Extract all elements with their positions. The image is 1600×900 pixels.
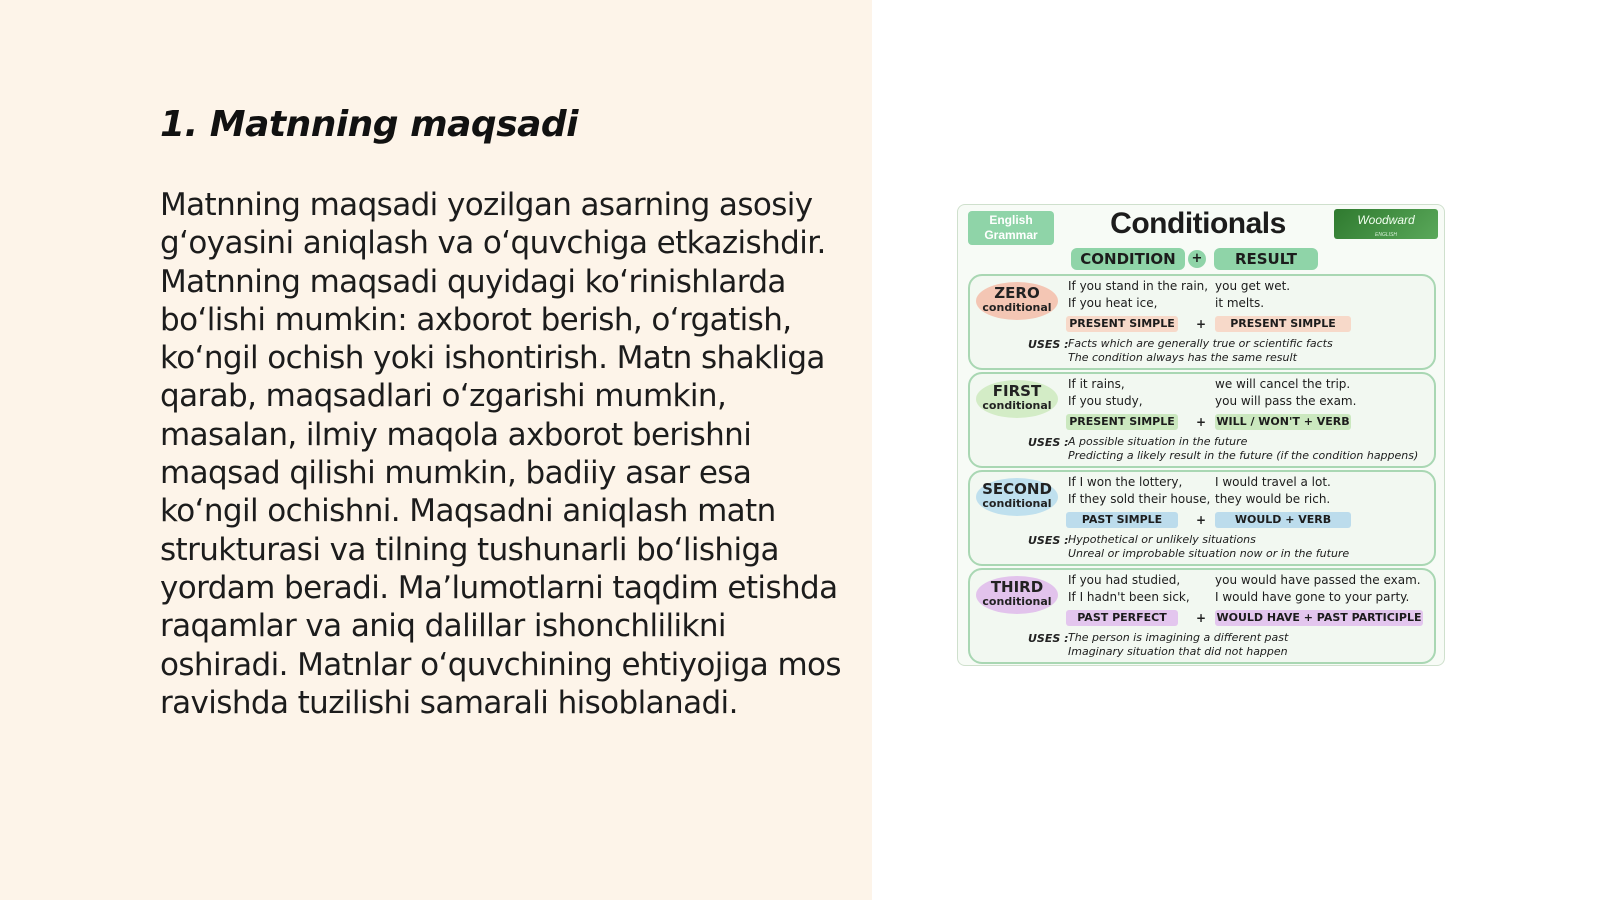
slide-title: 1. Matnning maqsadi (160, 104, 579, 145)
conditional-name: FIRST (992, 382, 1042, 400)
conditional-sub: conditional (982, 595, 1052, 608)
result-example-1: you get wet. (1215, 279, 1291, 293)
english-grammar-badge: English Grammar (968, 211, 1054, 245)
row-label (976, 282, 1058, 320)
condition-tense-tag: PRESENT SIMPLE (1066, 414, 1178, 430)
condition-example-2: If you heat ice, (1068, 296, 1158, 310)
result-example-2: it melts. (1215, 296, 1265, 310)
result-tense-tag: WILL / WON'T + VERB (1216, 415, 1350, 428)
uses-text (1068, 631, 1288, 659)
use-line-2: Predicting a likely result in the future (if the condition happens) (1068, 449, 1419, 462)
condition-header: CONDITION (1071, 248, 1185, 270)
condition-example-2: If I hadn't been sick, (1068, 590, 1190, 604)
condition-example-2: If you study, (1068, 394, 1143, 408)
use-line-2: The condition always has the same result (1068, 351, 1297, 364)
conditional-row-second (968, 470, 1436, 566)
conditional-row-third (968, 568, 1436, 664)
condition-example-1: If you stand in the rain, (1068, 279, 1209, 293)
woodward-logo (1334, 209, 1438, 239)
result-tense-tag: WOULD + VERB (1215, 512, 1351, 528)
brand-sub: ENGLISH (1375, 232, 1397, 238)
conditional-row-zero (968, 274, 1436, 370)
conditional-name: THIRD (990, 578, 1044, 596)
slide-body-text: Matnning maqsadi yozilgan asarning asosiy gʻoyasini aniqlash va oʻquvchiga etkazishdir. Matnning maqsadi quyidagi koʻrinishlarda boʻlishi mumkin: axborot berish, oʻrgatish, koʻngil ochish yoki ishontirish. Matn shakliga qarab, maqsadlari oʻzgarishi mumkin, masalan, ilmiy maqola axborot berishni maqsad qilishi mumkin, badiiy asar esa koʻngil ochishni. Maqsadni aniqlash matn strukturasi va tilning tushunarli boʻlishiga yordam beradi. Maʼlumotlarni taqdim etishda raqamlar va aniq dalillar ishonchlilikni oshiradi. Matnlar oʻquvchining ehtiyojiga mos ravishda tuzilishi samarali hisoblanadi. (160, 187, 841, 721)
plus-icon: + (1196, 513, 1207, 527)
result-example-1: we will cancel the trip. (1215, 377, 1351, 391)
plus-icon: + (1196, 317, 1207, 331)
uses-text (1068, 435, 1418, 463)
uses-label: USES : (1028, 436, 1069, 449)
result-example-2: they would be rich. (1215, 492, 1331, 506)
conditional-name: ZERO (994, 284, 1040, 302)
conditional-row-first (968, 372, 1436, 468)
condition-example-1: If it rains, (1068, 377, 1125, 391)
conditional-name: SECOND (982, 480, 1052, 498)
uses-text (1068, 337, 1333, 365)
result-example-1: I would travel a lot. (1215, 475, 1331, 489)
row-label (976, 576, 1058, 614)
conditional-sub: conditional (982, 301, 1052, 314)
uses-label: USES : (1028, 632, 1069, 645)
use-line-2: Imaginary situation that did not happen (1068, 645, 1288, 658)
use-line-1: Facts which are generally true or scientific facts (1068, 337, 1333, 350)
brand-name: Woodward (1357, 213, 1415, 227)
condition-tense-tag: PAST SIMPLE (1066, 512, 1178, 528)
condition-tense-tag: PRESENT SIMPLE (1066, 316, 1178, 332)
condition-example-1: If I won the lottery, (1068, 475, 1183, 489)
conditional-sub: conditional (982, 497, 1052, 510)
row-label (976, 478, 1058, 516)
infographic-header (958, 205, 1444, 249)
result-example-2: you will pass the exam. (1215, 394, 1357, 408)
row-label (976, 380, 1058, 418)
result-example-2: I would have gone to your party. (1215, 590, 1410, 604)
use-line-1: The person is imagining a different past (1068, 631, 1289, 644)
condition-example-2: If they sold their house, (1068, 492, 1211, 506)
condition-tense-tag: PAST PERFECT (1066, 610, 1178, 626)
use-line-2: Unreal or improbable situation now or in the future (1068, 547, 1350, 560)
result-header: RESULT (1214, 248, 1318, 270)
header-plus-icon: + (1188, 250, 1206, 268)
result-tense-tag: WOULD HAVE + PAST PARTICIPLE (1216, 611, 1422, 624)
uses-label: USES : (1028, 534, 1069, 547)
result-tense-tag: PRESENT SIMPLE (1215, 316, 1351, 332)
condition-example-1: If you had studied, (1068, 573, 1181, 587)
result-example-1: you would have passed the exam. (1215, 573, 1421, 587)
uses-text (1068, 533, 1349, 561)
use-line-1: Hypothetical or unlikely situations (1068, 533, 1256, 546)
plus-icon: + (1196, 611, 1207, 625)
plus-icon: + (1196, 415, 1207, 429)
conditional-sub: conditional (982, 399, 1052, 412)
infographic-title: Conditionals (1110, 207, 1286, 240)
use-line-1: A possible situation in the future (1068, 435, 1248, 448)
uses-label: USES : (1028, 338, 1069, 351)
